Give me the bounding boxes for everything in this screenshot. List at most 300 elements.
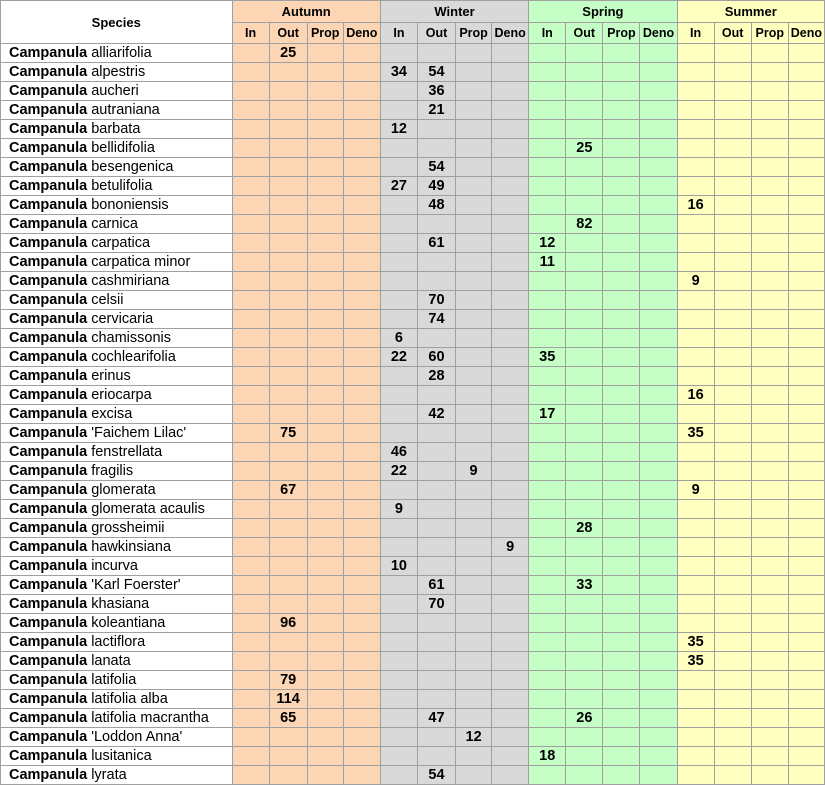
genus-name: Campanula <box>9 292 88 308</box>
value-cell-winter-out <box>417 519 455 538</box>
value-cell-winter-prop <box>456 253 492 272</box>
species-epithet: cashmiriana <box>91 273 170 289</box>
value-cell-autumn-deno <box>343 101 380 120</box>
value-cell-summer-in <box>677 253 714 272</box>
value-cell-summer-prop <box>751 177 788 196</box>
value-cell-autumn-in <box>232 101 269 120</box>
value-cell-spring-out <box>566 291 603 310</box>
value-cell-winter-prop <box>456 272 492 291</box>
value-cell-spring-deno <box>640 44 677 63</box>
species-name-cell <box>1 196 233 215</box>
value-cell-spring-in <box>529 63 566 82</box>
value-cell-autumn-prop <box>307 652 343 671</box>
value-cell-autumn-in <box>232 177 269 196</box>
value-cell-summer-prop <box>751 215 788 234</box>
value-cell-summer-prop <box>751 424 788 443</box>
value-cell-autumn-prop <box>307 291 343 310</box>
species-name-cell <box>1 139 233 158</box>
value-cell-spring-prop <box>603 595 640 614</box>
value-cell-autumn-deno <box>343 120 380 139</box>
value-cell-autumn-prop <box>307 44 343 63</box>
value-cell-spring-out <box>566 405 603 424</box>
value-cell-summer-in <box>677 234 714 253</box>
value-cell-autumn-in <box>232 215 269 234</box>
value-cell-autumn-out <box>269 462 307 481</box>
value-cell-winter-prop <box>456 101 492 120</box>
value-cell-autumn-deno <box>343 215 380 234</box>
value-cell-spring-in: 35 <box>529 348 566 367</box>
value-cell-summer-out <box>714 139 751 158</box>
species-name-cell <box>1 709 233 728</box>
value-cell-autumn-in <box>232 443 269 462</box>
value-cell-summer-in <box>677 44 714 63</box>
value-cell-autumn-in <box>232 158 269 177</box>
value-cell-summer-out <box>714 519 751 538</box>
species-name-cell <box>1 671 233 690</box>
value-cell-winter-prop <box>456 538 492 557</box>
genus-name: Campanula <box>9 520 88 536</box>
value-cell-winter-deno <box>492 652 529 671</box>
value-cell-spring-prop <box>603 101 640 120</box>
value-cell-summer-prop <box>751 595 788 614</box>
value-cell-summer-prop <box>751 500 788 519</box>
value-cell-spring-in <box>529 310 566 329</box>
value-cell-winter-in <box>380 709 417 728</box>
value-cell-spring-prop <box>603 367 640 386</box>
value-cell-autumn-out <box>269 766 307 785</box>
value-cell-autumn-in <box>232 614 269 633</box>
value-cell-spring-prop <box>603 253 640 272</box>
value-cell-autumn-deno <box>343 63 380 82</box>
value-cell-summer-deno <box>788 538 824 557</box>
value-cell-winter-in <box>380 196 417 215</box>
value-cell-summer-out <box>714 462 751 481</box>
value-cell-summer-in <box>677 405 714 424</box>
table-row <box>1 652 825 671</box>
value-cell-winter-prop <box>456 63 492 82</box>
table-row <box>1 272 825 291</box>
value-cell-summer-prop <box>751 766 788 785</box>
value-cell-autumn-in <box>232 424 269 443</box>
value-cell-winter-prop <box>456 215 492 234</box>
value-cell-winter-prop <box>456 424 492 443</box>
species-epithet: carpatica <box>91 235 151 251</box>
value-cell-spring-in <box>529 329 566 348</box>
value-cell-autumn-deno <box>343 310 380 329</box>
species-epithet: carpatica minor <box>91 254 191 270</box>
table-row <box>1 557 825 576</box>
value-cell-spring-prop <box>603 196 640 215</box>
value-cell-autumn-deno <box>343 443 380 462</box>
species-name-cell <box>1 595 233 614</box>
table-row <box>1 386 825 405</box>
value-cell-winter-out <box>417 500 455 519</box>
value-cell-autumn-prop <box>307 82 343 101</box>
value-cell-spring-prop <box>603 614 640 633</box>
value-cell-autumn-out <box>269 348 307 367</box>
value-cell-spring-out <box>566 652 603 671</box>
value-cell-summer-in <box>677 139 714 158</box>
value-cell-spring-deno <box>640 538 677 557</box>
value-cell-spring-in <box>529 215 566 234</box>
value-cell-spring-in <box>529 633 566 652</box>
table-row <box>1 329 825 348</box>
value-cell-spring-out <box>566 63 603 82</box>
value-cell-spring-deno <box>640 443 677 462</box>
value-cell-winter-in: 6 <box>380 329 417 348</box>
value-cell-summer-in <box>677 82 714 101</box>
value-cell-spring-deno <box>640 500 677 519</box>
value-cell-winter-deno <box>492 234 529 253</box>
value-cell-summer-in: 35 <box>677 424 714 443</box>
value-cell-summer-prop <box>751 348 788 367</box>
value-cell-spring-in <box>529 101 566 120</box>
value-cell-autumn-deno <box>343 481 380 500</box>
value-cell-spring-prop <box>603 481 640 500</box>
value-cell-summer-deno <box>788 101 824 120</box>
value-cell-spring-in <box>529 120 566 139</box>
species-name-cell <box>1 44 233 63</box>
value-cell-spring-in <box>529 44 566 63</box>
value-cell-spring-prop <box>603 538 640 557</box>
value-cell-autumn-out <box>269 595 307 614</box>
genus-name: Campanula <box>9 178 88 194</box>
value-cell-spring-deno <box>640 614 677 633</box>
value-cell-winter-in <box>380 44 417 63</box>
value-cell-summer-out <box>714 120 751 139</box>
table-row <box>1 690 825 709</box>
value-cell-summer-out <box>714 310 751 329</box>
value-cell-spring-out <box>566 614 603 633</box>
value-cell-autumn-in <box>232 405 269 424</box>
value-cell-spring-in <box>529 595 566 614</box>
value-cell-summer-deno <box>788 671 824 690</box>
table-row <box>1 139 825 158</box>
value-cell-summer-in <box>677 158 714 177</box>
species-epithet: cervicaria <box>91 311 154 327</box>
value-cell-summer-in <box>677 766 714 785</box>
value-cell-winter-deno: 9 <box>492 538 529 557</box>
value-cell-summer-out <box>714 747 751 766</box>
value-cell-autumn-in <box>232 63 269 82</box>
value-cell-winter-out: 74 <box>417 310 455 329</box>
table-row <box>1 158 825 177</box>
value-cell-winter-out <box>417 747 455 766</box>
species-epithet: koleantiana <box>91 615 166 631</box>
value-cell-winter-in <box>380 747 417 766</box>
table-row <box>1 120 825 139</box>
value-cell-spring-prop <box>603 557 640 576</box>
value-cell-autumn-in <box>232 481 269 500</box>
species-name-cell <box>1 367 233 386</box>
subheader-summer-in: In <box>677 23 714 44</box>
value-cell-summer-deno <box>788 196 824 215</box>
value-cell-summer-out <box>714 215 751 234</box>
value-cell-autumn-prop <box>307 272 343 291</box>
value-cell-winter-deno <box>492 253 529 272</box>
value-cell-winter-out: 21 <box>417 101 455 120</box>
value-cell-spring-out <box>566 253 603 272</box>
value-cell-winter-in <box>380 386 417 405</box>
value-cell-spring-in <box>529 196 566 215</box>
value-cell-spring-out <box>566 82 603 101</box>
value-cell-summer-prop <box>751 747 788 766</box>
value-cell-spring-prop <box>603 310 640 329</box>
value-cell-winter-in <box>380 234 417 253</box>
value-cell-spring-prop <box>603 462 640 481</box>
value-cell-autumn-deno <box>343 367 380 386</box>
subheader-autumn-out: Out <box>269 23 307 44</box>
genus-name: Campanula <box>9 558 88 574</box>
season-header-winter: Winter <box>380 1 528 23</box>
value-cell-summer-prop <box>751 158 788 177</box>
value-cell-summer-out <box>714 766 751 785</box>
value-cell-summer-prop <box>751 443 788 462</box>
value-cell-spring-in: 17 <box>529 405 566 424</box>
value-cell-spring-out <box>566 747 603 766</box>
value-cell-autumn-in <box>232 120 269 139</box>
value-cell-spring-in <box>529 158 566 177</box>
value-cell-spring-out: 82 <box>566 215 603 234</box>
value-cell-spring-deno <box>640 120 677 139</box>
species-epithet: fenstrellata <box>91 444 163 460</box>
value-cell-summer-deno <box>788 348 824 367</box>
value-cell-summer-deno <box>788 139 824 158</box>
value-cell-winter-in <box>380 766 417 785</box>
value-cell-autumn-out <box>269 291 307 310</box>
value-cell-winter-out <box>417 462 455 481</box>
value-cell-winter-out <box>417 386 455 405</box>
value-cell-autumn-in <box>232 310 269 329</box>
species-name-cell <box>1 538 233 557</box>
value-cell-summer-in <box>677 348 714 367</box>
genus-name: Campanula <box>9 463 88 479</box>
table-row <box>1 101 825 120</box>
value-cell-winter-deno <box>492 272 529 291</box>
value-cell-summer-deno <box>788 481 824 500</box>
value-cell-summer-prop <box>751 386 788 405</box>
value-cell-spring-out <box>566 728 603 747</box>
value-cell-summer-out <box>714 443 751 462</box>
value-cell-winter-in <box>380 424 417 443</box>
value-cell-winter-in <box>380 614 417 633</box>
species-epithet: 'Loddon Anna' <box>91 729 183 745</box>
species-name-cell <box>1 82 233 101</box>
value-cell-spring-deno <box>640 671 677 690</box>
value-cell-winter-deno <box>492 405 529 424</box>
value-cell-winter-out <box>417 538 455 557</box>
value-cell-spring-in <box>529 291 566 310</box>
value-cell-winter-prop <box>456 595 492 614</box>
value-cell-summer-in <box>677 215 714 234</box>
value-cell-winter-prop <box>456 652 492 671</box>
value-cell-winter-deno <box>492 747 529 766</box>
value-cell-autumn-out: 25 <box>269 44 307 63</box>
species-name-cell <box>1 557 233 576</box>
species-epithet: aucheri <box>91 83 139 99</box>
value-cell-winter-prop <box>456 690 492 709</box>
species-name-cell <box>1 747 233 766</box>
value-cell-winter-out: 61 <box>417 576 455 595</box>
value-cell-winter-prop <box>456 329 492 348</box>
value-cell-autumn-out <box>269 158 307 177</box>
value-cell-summer-out <box>714 82 751 101</box>
value-cell-summer-in: 9 <box>677 272 714 291</box>
value-cell-spring-in <box>529 462 566 481</box>
value-cell-autumn-deno <box>343 557 380 576</box>
value-cell-spring-prop <box>603 234 640 253</box>
value-cell-spring-in <box>529 500 566 519</box>
value-cell-spring-prop <box>603 120 640 139</box>
value-cell-spring-out <box>566 310 603 329</box>
value-cell-spring-in <box>529 139 566 158</box>
species-epithet: carnica <box>91 216 138 232</box>
genus-name: Campanula <box>9 83 88 99</box>
value-cell-autumn-prop <box>307 101 343 120</box>
value-cell-spring-in: 12 <box>529 234 566 253</box>
value-cell-winter-in <box>380 215 417 234</box>
value-cell-spring-deno <box>640 215 677 234</box>
value-cell-autumn-out <box>269 63 307 82</box>
value-cell-summer-out <box>714 481 751 500</box>
value-cell-summer-out <box>714 576 751 595</box>
value-cell-autumn-deno <box>343 177 380 196</box>
value-cell-summer-prop <box>751 652 788 671</box>
value-cell-spring-prop <box>603 215 640 234</box>
value-cell-spring-in <box>529 728 566 747</box>
value-cell-autumn-prop <box>307 120 343 139</box>
value-cell-autumn-out <box>269 367 307 386</box>
value-cell-winter-in <box>380 82 417 101</box>
value-cell-summer-deno <box>788 500 824 519</box>
table-row <box>1 44 825 63</box>
species-name-cell <box>1 652 233 671</box>
value-cell-summer-deno <box>788 158 824 177</box>
value-cell-autumn-deno <box>343 405 380 424</box>
value-cell-summer-deno <box>788 44 824 63</box>
species-epithet: lusitanica <box>91 748 152 764</box>
value-cell-winter-in: 12 <box>380 120 417 139</box>
value-cell-winter-deno <box>492 709 529 728</box>
species-epithet: eriocarpa <box>91 387 152 403</box>
value-cell-autumn-out <box>269 139 307 158</box>
value-cell-autumn-in <box>232 234 269 253</box>
value-cell-spring-deno <box>640 728 677 747</box>
value-cell-autumn-in <box>232 709 269 728</box>
value-cell-spring-prop <box>603 177 640 196</box>
table-row <box>1 215 825 234</box>
value-cell-autumn-out <box>269 310 307 329</box>
value-cell-spring-prop <box>603 424 640 443</box>
value-cell-summer-deno <box>788 709 824 728</box>
value-cell-winter-in <box>380 158 417 177</box>
species-name-cell <box>1 443 233 462</box>
species-name-cell <box>1 120 233 139</box>
value-cell-spring-in <box>529 538 566 557</box>
value-cell-spring-deno <box>640 595 677 614</box>
species-epithet: latifolia macrantha <box>91 710 209 726</box>
value-cell-spring-deno <box>640 557 677 576</box>
species-epithet: bononiensis <box>91 197 169 213</box>
value-cell-autumn-out <box>269 196 307 215</box>
value-cell-winter-deno <box>492 177 529 196</box>
table-row <box>1 614 825 633</box>
value-cell-spring-in <box>529 576 566 595</box>
value-cell-autumn-deno <box>343 633 380 652</box>
value-cell-winter-out: 70 <box>417 291 455 310</box>
species-name-cell <box>1 500 233 519</box>
value-cell-spring-deno <box>640 196 677 215</box>
value-cell-spring-out <box>566 120 603 139</box>
value-cell-summer-deno <box>788 747 824 766</box>
value-cell-summer-prop <box>751 538 788 557</box>
value-cell-spring-out <box>566 633 603 652</box>
table-row <box>1 63 825 82</box>
genus-name: Campanula <box>9 45 88 61</box>
value-cell-autumn-out: 75 <box>269 424 307 443</box>
value-cell-spring-out <box>566 158 603 177</box>
value-cell-autumn-in <box>232 386 269 405</box>
value-cell-autumn-out: 65 <box>269 709 307 728</box>
value-cell-autumn-prop <box>307 557 343 576</box>
value-cell-summer-deno <box>788 215 824 234</box>
value-cell-winter-prop <box>456 177 492 196</box>
value-cell-winter-in <box>380 652 417 671</box>
value-cell-winter-prop <box>456 557 492 576</box>
species-name-cell <box>1 234 233 253</box>
species-name-cell <box>1 272 233 291</box>
value-cell-winter-out: 28 <box>417 367 455 386</box>
value-cell-winter-prop <box>456 120 492 139</box>
value-cell-summer-in <box>677 614 714 633</box>
value-cell-spring-out <box>566 196 603 215</box>
species-epithet: incurva <box>91 558 138 574</box>
value-cell-spring-out: 33 <box>566 576 603 595</box>
value-cell-winter-in <box>380 576 417 595</box>
table-row <box>1 443 825 462</box>
value-cell-winter-deno <box>492 519 529 538</box>
value-cell-autumn-deno <box>343 690 380 709</box>
genus-name: Campanula <box>9 406 88 422</box>
table-row <box>1 595 825 614</box>
value-cell-spring-deno <box>640 310 677 329</box>
table-row <box>1 633 825 652</box>
value-cell-spring-deno <box>640 272 677 291</box>
value-cell-winter-in: 34 <box>380 63 417 82</box>
value-cell-spring-in <box>529 481 566 500</box>
value-cell-autumn-deno <box>343 766 380 785</box>
genus-name: Campanula <box>9 501 88 517</box>
value-cell-summer-in <box>677 291 714 310</box>
value-cell-spring-in <box>529 367 566 386</box>
value-cell-spring-prop <box>603 728 640 747</box>
table-row <box>1 766 825 785</box>
species-epithet: bellidifolia <box>91 140 155 156</box>
value-cell-summer-deno <box>788 519 824 538</box>
value-cell-winter-prop <box>456 443 492 462</box>
value-cell-autumn-prop <box>307 196 343 215</box>
value-cell-winter-in <box>380 405 417 424</box>
value-cell-winter-deno <box>492 44 529 63</box>
species-epithet: alliarifolia <box>91 45 152 61</box>
species-epithet: glomerata acaulis <box>91 501 205 517</box>
value-cell-spring-deno <box>640 348 677 367</box>
table-row <box>1 462 825 481</box>
value-cell-winter-in: 27 <box>380 177 417 196</box>
value-cell-winter-out <box>417 120 455 139</box>
value-cell-winter-out: 47 <box>417 709 455 728</box>
value-cell-spring-in <box>529 424 566 443</box>
